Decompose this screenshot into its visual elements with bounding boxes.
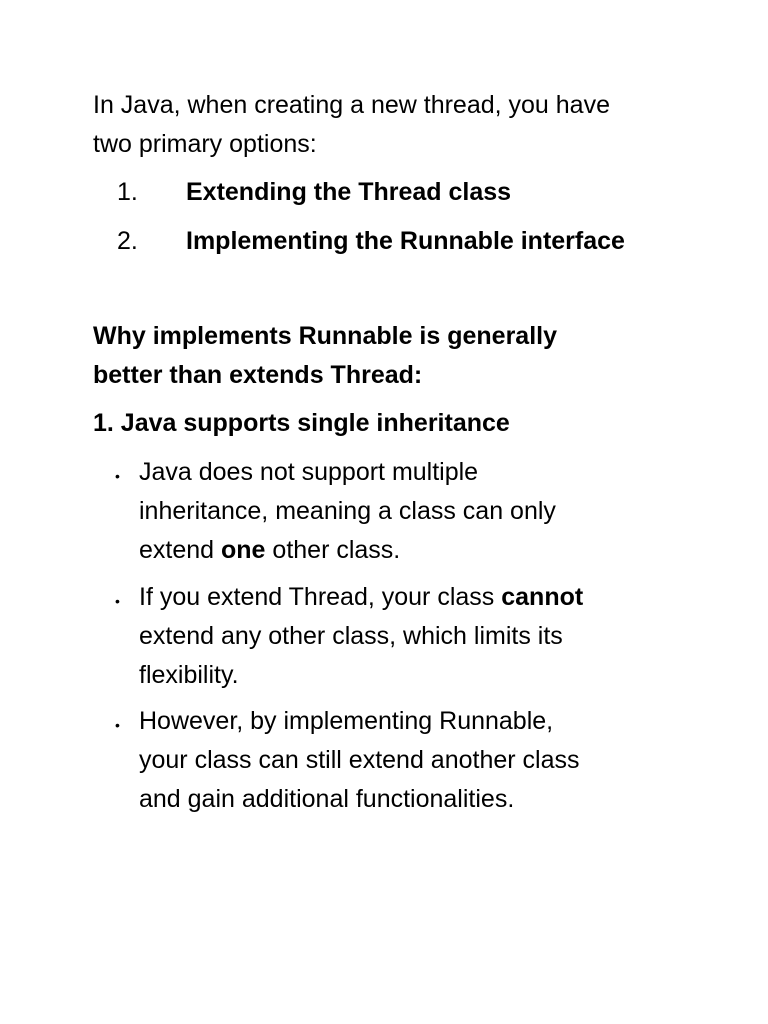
bullet-dot: • [115,468,120,484]
why-heading-line-2: better than extends Thread: [93,361,423,389]
why-heading [93,317,693,395]
emphasis-text: cannot [501,583,584,611]
bullet-line [139,578,583,617]
bullet-line: and gain additional functionalities. [139,785,515,813]
bullet-dot: • [115,717,120,733]
bullet-line: However, by implementing Runnable, [139,707,554,735]
document-page [93,0,693,1024]
intro-line-1: In Java, when creating a new thread, you have [93,91,610,119]
bullet-text [139,578,583,695]
bullet-dot: • [115,593,120,609]
text-run: other class. [265,536,401,564]
bullet-line: extend any other class, which limits its [139,622,563,650]
option-number: 2. [117,227,138,255]
text-run: extend [139,536,222,564]
bullet-line: your class can still extend another class [139,746,580,774]
option-label: Implementing the Runnable interface [186,227,625,255]
bullet-line: Java does not support multiple [139,458,479,486]
why-heading-line-1: Why implements Runnable is generally [93,322,558,350]
intro-line-2: two primary options: [93,130,317,158]
option-number: 1. [117,178,138,206]
bullet-text [139,702,580,819]
intro-paragraph [93,86,693,164]
emphasis-text: one [221,536,266,564]
bullet-line [139,531,556,570]
section-heading: 1. Java supports single inheritance [93,409,510,437]
bullet-line: flexibility. [139,661,239,689]
bullet-text [139,453,556,570]
bullet-line: inheritance, meaning a class can only [139,497,556,525]
text-run: If you extend Thread, your class [139,583,502,611]
option-label: Extending the Thread class [186,178,512,206]
